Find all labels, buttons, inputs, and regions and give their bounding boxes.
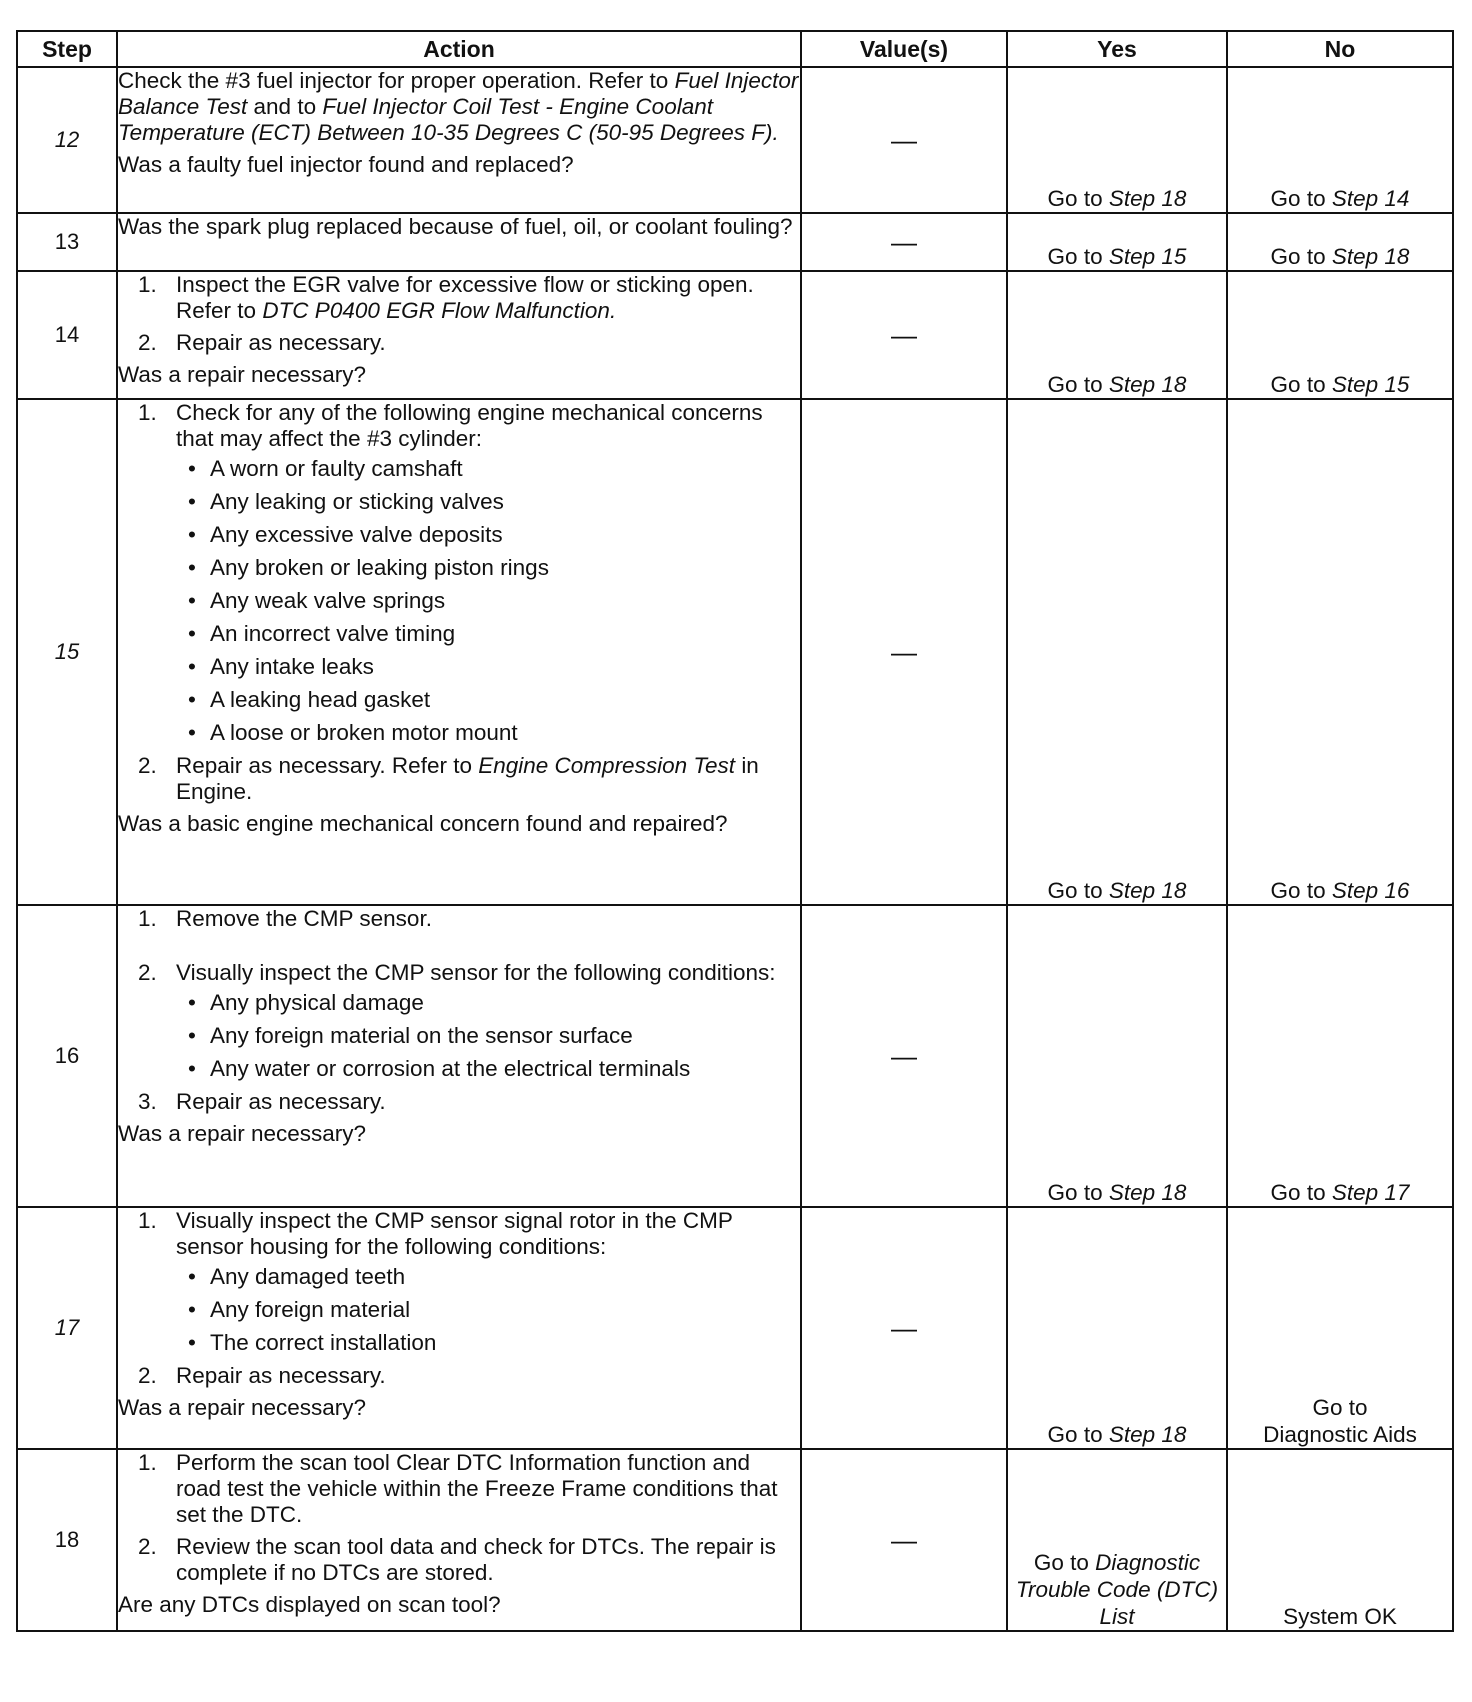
question-text: Was a basic engine mechanical concern found and repaired? bbox=[118, 811, 728, 836]
table-row-step-17 bbox=[17, 1207, 1453, 1449]
table-row-step-16 bbox=[17, 905, 1453, 1207]
list-item: • Any excessive valve deposits bbox=[176, 522, 800, 548]
question-text: Was a faulty fuel injector found and replaced? bbox=[118, 152, 574, 177]
action-step: 3. Repair as necessary. bbox=[138, 1089, 386, 1114]
action-steps bbox=[118, 272, 800, 356]
action-step: 2. Repair as necessary. Refer to Engine Compression Test in Engine. bbox=[138, 753, 759, 804]
go-to-label: Go to bbox=[1270, 186, 1326, 211]
list-item: • Any broken or leaking piston rings bbox=[176, 555, 800, 581]
question-text: Was a repair necessary? bbox=[118, 1395, 367, 1420]
table-row-step-15 bbox=[17, 399, 1453, 905]
value-cell: — bbox=[801, 1449, 1007, 1631]
go-to-label: Go to bbox=[1047, 1180, 1103, 1205]
list-item: • Any foreign material on the sensor surface bbox=[176, 1023, 800, 1049]
value-cell: — bbox=[801, 213, 1007, 271]
list-item: • Any leaking or sticking valves bbox=[176, 489, 800, 515]
no-step-link[interactable]: Step 14 bbox=[1331, 186, 1410, 211]
action-steps bbox=[118, 1450, 800, 1586]
action-step: 1. Remove the CMP sensor. bbox=[138, 906, 432, 931]
action-cell bbox=[117, 399, 801, 905]
go-to-label: Go to bbox=[1047, 372, 1103, 397]
no-step-link[interactable]: Step 18 bbox=[1331, 244, 1410, 269]
list-item: • Any foreign material bbox=[176, 1297, 800, 1323]
go-to-label: Go to bbox=[1270, 244, 1326, 269]
step-number: 17 bbox=[17, 1207, 117, 1449]
header-no: No bbox=[1227, 31, 1453, 67]
table-row-step-18 bbox=[17, 1449, 1453, 1631]
go-to-label: Go to bbox=[1033, 1550, 1089, 1575]
action-step: 2. Repair as necessary. bbox=[138, 1363, 386, 1388]
go-to-label: Go to bbox=[1047, 878, 1103, 903]
value-cell: — bbox=[801, 1207, 1007, 1449]
value-cell: — bbox=[801, 399, 1007, 905]
no-step-link[interactable]: Step 17 bbox=[1331, 1180, 1410, 1205]
step-number: 16 bbox=[17, 905, 117, 1207]
yes-cell[interactable] bbox=[1007, 67, 1227, 213]
bullet-list bbox=[176, 456, 800, 746]
header-step: Step bbox=[17, 31, 117, 67]
no-cell[interactable] bbox=[1227, 271, 1453, 399]
action-step: 1. Perform the scan tool Clear DTC Information function and road test the vehicle within the Freeze Frame conditions that set the DTC. bbox=[138, 1450, 778, 1527]
reference-link[interactable]: Engine Compression Test bbox=[478, 753, 736, 778]
go-to-label: Go to bbox=[1270, 878, 1326, 903]
yes-cell[interactable] bbox=[1007, 271, 1227, 399]
yes-step-link[interactable]: Step 18 bbox=[1108, 186, 1187, 211]
no-cell[interactable] bbox=[1227, 67, 1453, 213]
go-to-label: Go to bbox=[1047, 1422, 1103, 1447]
value-cell: — bbox=[801, 67, 1007, 213]
list-item: • Any water or corrosion at the electrical terminals bbox=[176, 1056, 800, 1082]
question-text: Are any DTCs displayed on scan tool? bbox=[118, 1592, 501, 1617]
dtc-list-link[interactable]: Diagnostic Trouble Code (DTC) List bbox=[1015, 1550, 1219, 1629]
go-to-label: Go to bbox=[1270, 1180, 1326, 1205]
header-yes: Yes bbox=[1007, 31, 1227, 67]
list-item: • Any intake leaks bbox=[176, 654, 800, 680]
yes-step-link[interactable]: Step 18 bbox=[1108, 1180, 1187, 1205]
yes-cell[interactable] bbox=[1007, 905, 1227, 1207]
action-step: 2. Repair as necessary. bbox=[138, 330, 386, 355]
no-cell[interactable] bbox=[1227, 1207, 1453, 1449]
question-text: Was a repair necessary? bbox=[118, 1121, 367, 1146]
action-cell bbox=[117, 271, 801, 399]
list-item: • The correct installation bbox=[176, 1330, 800, 1356]
table-row-step-13 bbox=[17, 213, 1453, 271]
action-text-part: and to bbox=[253, 94, 317, 119]
action-cell bbox=[117, 213, 801, 271]
no-step-link[interactable]: Step 16 bbox=[1331, 878, 1410, 903]
step-number: 15 bbox=[17, 399, 117, 905]
action-steps bbox=[118, 906, 800, 1115]
action-step: 1. Visually inspect the CMP sensor signal rotor in the CMP sensor housing for the following conditions: • Any damaged teeth • Any foreign material • The correct installation bbox=[118, 1208, 800, 1356]
header-row bbox=[17, 31, 1453, 67]
reference-link[interactable]: DTC P0400 EGR Flow Malfunction bbox=[262, 298, 610, 323]
yes-cell[interactable] bbox=[1007, 1449, 1227, 1631]
table-row-step-14 bbox=[17, 271, 1453, 399]
diagnostic-aids-link[interactable]: Diagnostic Aids bbox=[1263, 1422, 1417, 1447]
no-cell: System OK bbox=[1227, 1449, 1453, 1631]
action-cell bbox=[117, 1207, 801, 1449]
no-cell[interactable] bbox=[1227, 399, 1453, 905]
diagnostic-table bbox=[16, 30, 1454, 1632]
yes-step-link[interactable]: Step 18 bbox=[1108, 878, 1187, 903]
reference-link[interactable]: Fuel Injector Balance Test bbox=[118, 68, 799, 119]
list-item: • A worn or faulty camshaft bbox=[176, 456, 800, 482]
step-number: 12 bbox=[17, 67, 117, 213]
go-to-label: Go to bbox=[1047, 244, 1103, 269]
yes-step-link[interactable]: Step 15 bbox=[1108, 244, 1187, 269]
step-number: 13 bbox=[17, 213, 117, 271]
action-cell bbox=[117, 67, 801, 213]
question-text: Was the spark plug replaced because of fuel, oil, or coolant fouling? bbox=[118, 214, 793, 239]
list-item: • Any damaged teeth bbox=[176, 1264, 800, 1290]
action-step: 2. Visually inspect the CMP sensor for the following conditions: • Any physical damage • Any foreign material on the sensor surface • Any water or corrosion at the electrical terminals bbox=[118, 960, 800, 1082]
go-to-label: Go to bbox=[1270, 372, 1326, 397]
action-step: 2. Review the scan tool data and check for DTCs. The repair is complete if no DTCs are stored. bbox=[138, 1534, 776, 1585]
yes-cell[interactable] bbox=[1007, 213, 1227, 271]
no-cell[interactable] bbox=[1227, 905, 1453, 1207]
yes-cell[interactable] bbox=[1007, 1207, 1227, 1449]
action-text-part: . bbox=[772, 120, 779, 145]
header-action: Action bbox=[117, 31, 801, 67]
list-item: • A leaking head gasket bbox=[176, 687, 800, 713]
action-step: 1. Check for any of the following engine mechanical concerns that may affect the #3 cylinder: • A worn or faulty camshaft • Any leaking or sticking valves • Any excessive valve deposits • Any broken or leaking piston rings • Any weak valve springs • An incorrect valve timing • Any intake leaks • A leaking head gasket • A loose or broken motor mount bbox=[118, 400, 800, 746]
action-text bbox=[118, 68, 800, 146]
action-steps bbox=[118, 1208, 800, 1389]
list-item: • A loose or broken motor mount bbox=[176, 720, 800, 746]
no-step-link[interactable]: Step 15 bbox=[1331, 372, 1410, 397]
step-number: 18 bbox=[17, 1449, 117, 1631]
action-text-part: Check the #3 fuel injector for proper operation. Refer to bbox=[118, 68, 669, 93]
bullet-list bbox=[176, 990, 800, 1082]
yes-step-link[interactable]: Step 18 bbox=[1108, 372, 1187, 397]
question-text: Was a repair necessary? bbox=[118, 362, 367, 387]
list-item: • Any physical damage bbox=[176, 990, 800, 1016]
action-step: 1. Inspect the EGR valve for excessive flow or sticking open. Refer to DTC P0400 EGR Flow Malfunction. bbox=[138, 272, 754, 323]
list-item: • An incorrect valve timing bbox=[176, 621, 800, 647]
no-cell[interactable] bbox=[1227, 213, 1453, 271]
yes-cell[interactable] bbox=[1007, 399, 1227, 905]
list-item: • Any weak valve springs bbox=[176, 588, 800, 614]
yes-step-link[interactable]: Step 18 bbox=[1108, 1422, 1187, 1447]
header-values: Value(s) bbox=[801, 31, 1007, 67]
bullet-list bbox=[176, 1264, 800, 1356]
action-cell bbox=[117, 905, 801, 1207]
step-number: 14 bbox=[17, 271, 117, 399]
reference-link[interactable]: Fuel Injector Coil Test - Engine Coolant Temperature (ECT) Between 10-35 Degrees C (50-95 Degrees F) bbox=[118, 94, 773, 145]
value-cell: — bbox=[801, 271, 1007, 399]
go-to-label: Go to bbox=[1312, 1395, 1368, 1420]
action-steps bbox=[118, 400, 800, 805]
value-cell: — bbox=[801, 905, 1007, 1207]
action-cell bbox=[117, 1449, 801, 1631]
table-row-step-12 bbox=[17, 67, 1453, 213]
go-to-label: Go to bbox=[1047, 186, 1103, 211]
